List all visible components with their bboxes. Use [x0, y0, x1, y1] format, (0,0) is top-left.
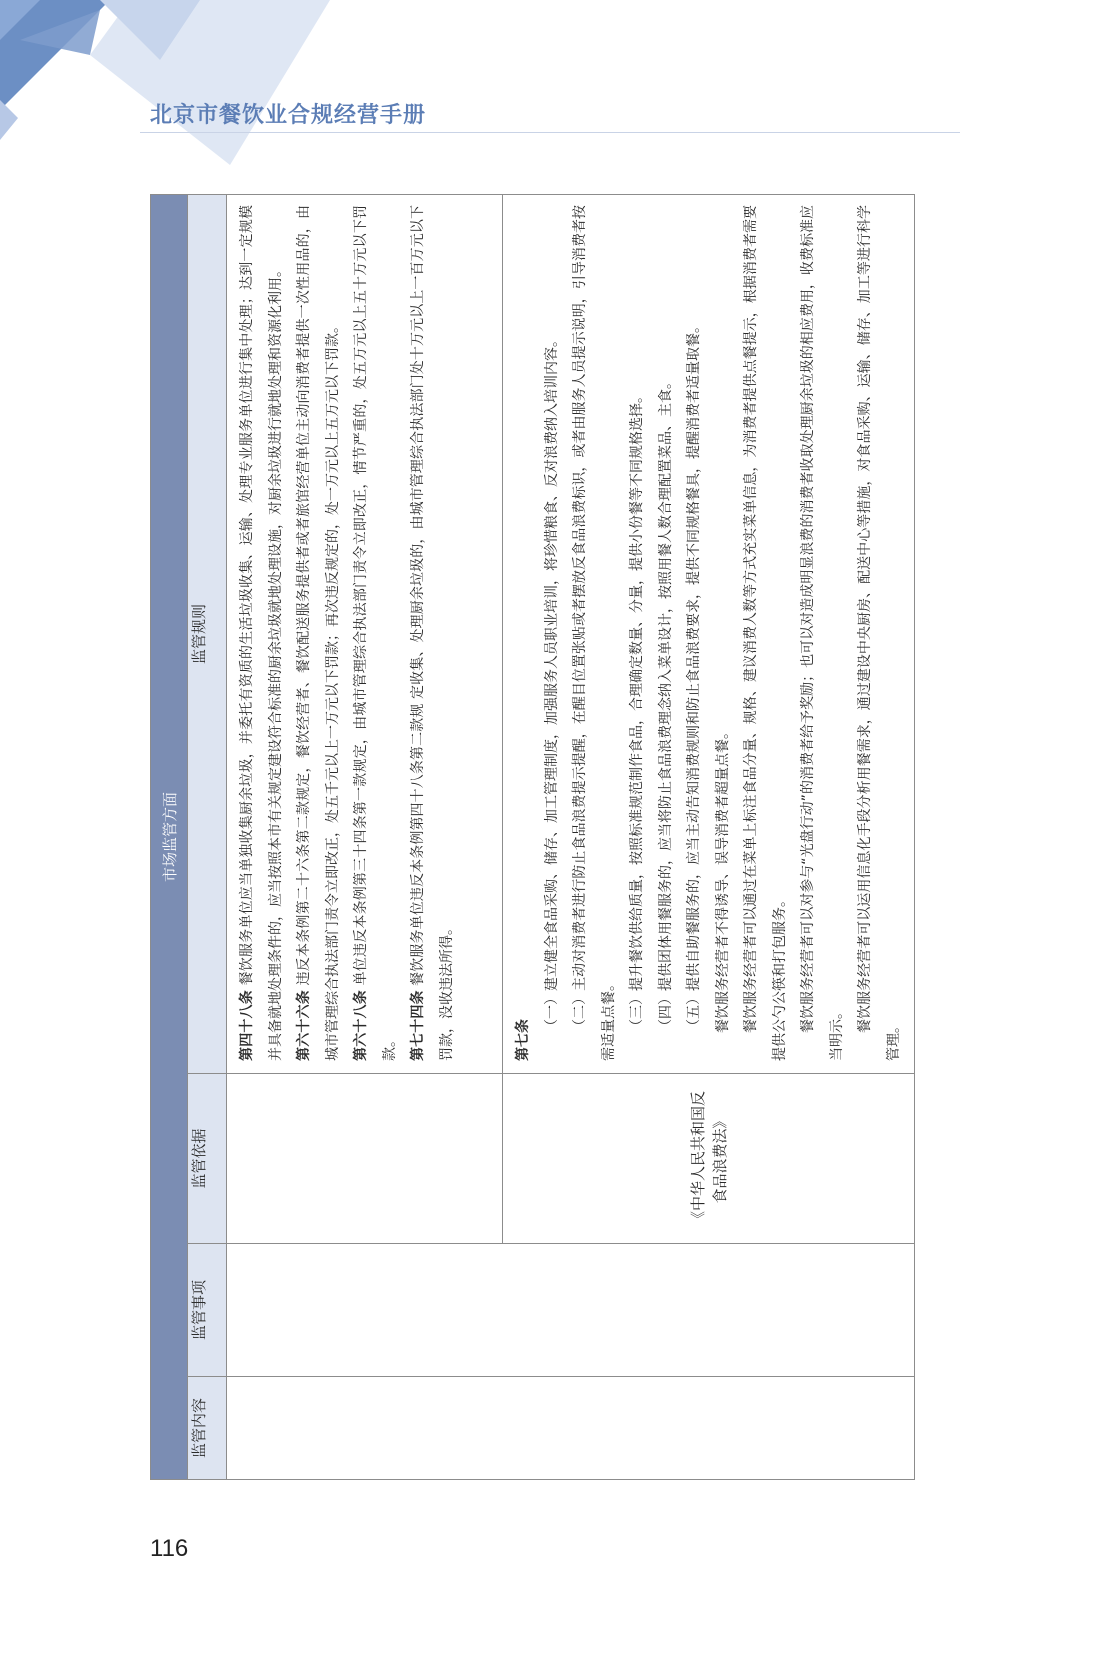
column-header-rules: 监管规则 [188, 194, 227, 1073]
table-row [227, 194, 503, 1479]
rule-paragraph: （二）主动对消费者进行防止食品浪费提示提醒，在醒目位置张贴或者摆放反食品浪费标识，或者由服务人员提示说明，引导消费者按需适量点餐。 [572, 204, 617, 1061]
basis-cell [227, 1074, 503, 1244]
article-title: 第七条 [515, 1019, 531, 1061]
content-cell [227, 1377, 915, 1480]
article-text: 餐饮服务单位违反本条例第四十八条第二款规 定收集、处理厨余垃圾的，由城市管理综合执法部门处十万元以上一百万元以下罚款，没收违法所得。 [410, 204, 455, 1061]
section-header: 市场监管方面 [151, 194, 188, 1479]
column-header-row [188, 194, 227, 1479]
rule-paragraph: 餐饮服务经营者不得诱导、误导消费者超量点餐。 [714, 725, 731, 1033]
column-header-basis: 监管依据 [188, 1074, 227, 1244]
article-text: 餐饮服务单位应当单独收集厨余垃圾，并委托有资质的生活垃圾收集、运输、处理专业服务单位进行集中处理；达到一定规模并具备就地处理条件的，应当按照本市有关规定建设符合标准的厨余垃圾就地处理设施，对厨余垃圾进行就地处理和资源化利用。 [239, 204, 284, 1061]
rule-paragraph: 餐饮服务经营者可以运用信息化手段分析用餐需求，通过建设中央厨房、配送中心等措施，对食品采购、运输、储存、加工等进行科学管理。 [857, 204, 902, 1061]
article-number: 第六十八条 [353, 990, 369, 1061]
rule-paragraph: 餐饮服务经营者可以对参与“光盘行动”的消费者给予奖励；也可以对造成明显浪费的消费者收取处理厨余垃圾的相应费用，收费标准应当明示。 [800, 204, 845, 1061]
article-number: 第六十六条 [296, 990, 312, 1061]
page-number: 116 [150, 1535, 189, 1562]
header-divider [140, 132, 960, 133]
column-header-item: 监管事项 [188, 1244, 227, 1377]
article-text: 违反本条例第二十六条第二款规定，餐饮经营者、餐饮配送服务提供者或者旅馆经营单位主动向消费者提供一次性用品的，由城市管理综合执法部门责令立即改正，处五千元以上一万元以下罚款；再次违反规定的，处一万元以上五万元以下罚款。 [296, 204, 341, 1061]
decorative-corner-graphic [0, 0, 340, 170]
column-header-content: 监管内容 [188, 1377, 227, 1480]
rule-paragraph: （五）提供自助餐服务的，应当主动告知消费规则和防止食品浪费要求，提供不同规格餐具，提醒消费者适量取餐。 [686, 319, 702, 1033]
rule-paragraph: （四）提供团体用餐服务的，应当将防止食品浪费理念纳入菜单设计，按照用餐人数合理配置菜品、主食。 [657, 375, 674, 1033]
article-number: 第七十四条 [410, 990, 426, 1061]
rule-paragraph: （一）建立健全食品采购、储存、加工管理制度，加强服务人员职业培训，将珍惜粮食、反对浪费纳入培训内容。 [543, 333, 560, 1033]
rule-paragraph: （三）提升餐饮供给质量，按照标准规范制作食品，合理确定数量、分量，提供小份餐等不同规格选择。 [629, 389, 645, 1033]
regulation-table [150, 194, 915, 1480]
article-text: 单位违反本条例第三十四条第一款规定，由城市管理综合执法部门责令立即改正，情节严重的，处五万元以上五十万元以下罚款。 [353, 204, 398, 1061]
item-cell [227, 1244, 915, 1377]
rules-cell [227, 194, 503, 1073]
rule-paragraph: 餐饮服务经营者可以通过在菜单上标注食品分量、规格、建议消费人数等方式充实菜单信息，为消费者提供点餐提示，根据消费者需要提供公勺公筷和打包服务。 [743, 204, 788, 1061]
basis-cell: 《中华人民共和国反食品浪费法》 [503, 1074, 915, 1244]
regulation-table-rotated [150, 195, 906, 1480]
article-number: 第四十八条 [239, 990, 255, 1061]
rules-cell [503, 194, 915, 1073]
book-title: 北京市餐饮业合规经营手册 [150, 103, 427, 128]
